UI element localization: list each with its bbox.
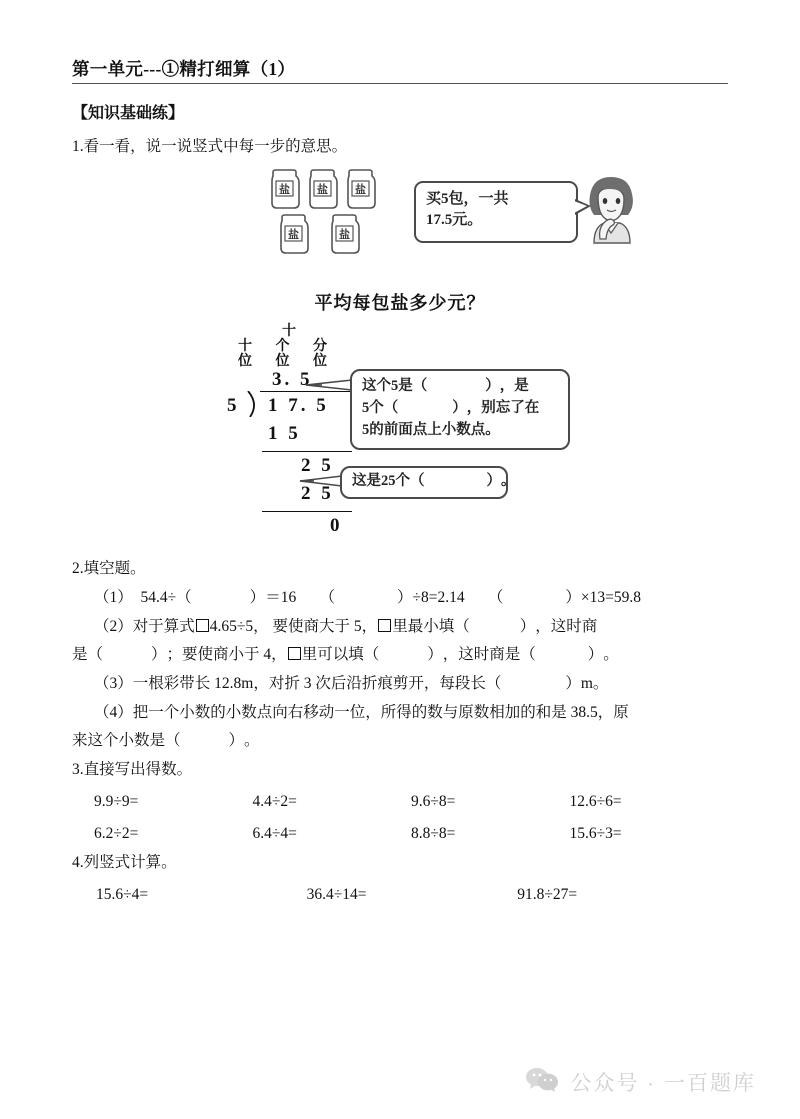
title-block <box>72 58 728 84</box>
callout-top-line-2: 5个 （ ） ，别忘了在 <box>362 398 560 420</box>
question-3-row-1 <box>72 787 728 817</box>
salt-bag-icon <box>268 169 301 210</box>
question-1-subprompt: 平均每包盐多少元？ <box>314 293 486 314</box>
salt-bag-row-top <box>268 169 388 210</box>
callout-box-bottom <box>340 466 516 499</box>
question-2-item-2-cont: 是 （ ） ；要使商小于 4， 里可以填 （ ） ，这时商是（ ） 。 <box>72 641 728 670</box>
place-value-bottom: 位 位 位 <box>238 353 337 369</box>
callout-bottom-line: 这是25个 （ ） 。 <box>352 471 498 493</box>
question-2-prompt: 2.填空题。 <box>72 560 146 578</box>
question-3-row-2 <box>72 819 728 849</box>
answer-blank[interactable] <box>486 670 581 699</box>
section-heading: 【知识基础练】 <box>72 104 185 122</box>
calc-item: 6.2÷2= <box>94 825 139 843</box>
question-2-item-3: （3）一根彩带长 12.8m，对折 3 次后沿折痕剪开，每段长 （ ） m。 <box>72 670 728 699</box>
place-value-top: 十 <box>282 324 296 340</box>
wechat-icon <box>525 1066 559 1097</box>
question-3-prompt: 3.直接写出得数。 <box>72 761 193 779</box>
long-division-figure <box>72 325 728 555</box>
salt-bag-icon <box>344 169 377 210</box>
title-divider <box>72 83 728 84</box>
blank-box-icon[interactable] <box>378 619 391 632</box>
answer-blank[interactable] <box>176 584 265 613</box>
speech-bubble-line-1: 买5包，一共 <box>426 191 509 208</box>
answer-blank[interactable] <box>319 584 412 613</box>
blank-box-icon[interactable] <box>288 647 301 660</box>
calc-item: 12.6÷6= <box>569 792 622 810</box>
callout-arrow-top-icon <box>300 379 352 391</box>
answer-blank[interactable] <box>413 376 500 398</box>
answer-blank[interactable] <box>364 641 443 670</box>
division-divisor: 5 <box>227 395 237 417</box>
calc-item: 9.9÷9= <box>94 792 139 810</box>
calc-item: 91.8÷27= <box>517 885 578 903</box>
blank-box-icon[interactable] <box>196 619 209 632</box>
salt-bag-icon <box>277 214 310 255</box>
salt-bag-row-bottom <box>268 214 388 255</box>
svg-text:盐: 盐 <box>288 229 299 242</box>
question-4-row <box>72 880 728 910</box>
svg-text:盐: 盐 <box>317 184 328 197</box>
speech-bubble <box>414 181 578 243</box>
boy-character-icon <box>580 173 642 252</box>
question-2-item-4-cont: 来这个小数是 （ ） 。 <box>72 727 728 756</box>
question-1-prompt: 1.看一看，说一说竖式中每一步的意思。 <box>72 137 348 155</box>
division-step-3: 2 5 <box>301 483 334 505</box>
svg-text:盐: 盐 <box>279 184 290 197</box>
division-bracket-icon <box>247 391 261 417</box>
speech-bubble-line-2: 17.5元。 <box>426 211 483 228</box>
svg-text:盐: 盐 <box>339 229 350 242</box>
salt-bag-icon <box>306 169 339 210</box>
calc-item: 15.6÷4= <box>96 885 149 903</box>
footer-text: 公众号 · 一百题库 <box>570 1071 756 1095</box>
answer-blank[interactable] <box>384 398 467 420</box>
svg-text:盐: 盐 <box>355 184 366 197</box>
question-4-prompt: 4.列竖式计算。 <box>72 854 177 872</box>
worksheet-content <box>72 58 728 910</box>
figure-salt-bags <box>72 169 728 287</box>
calc-item: 15.6÷3= <box>569 825 622 843</box>
question-2-item-2: （2）对于算式 4.65÷5， 要使商大于 5， 里最小填 （ ） ，这时商 <box>72 613 728 642</box>
division-quotient: 3. 5 <box>272 369 313 391</box>
calc-item: 8.8÷8= <box>411 825 456 843</box>
division-vinculum <box>260 391 352 392</box>
callout-box-top <box>350 369 570 449</box>
calc-item: 36.4÷14= <box>306 885 367 903</box>
answer-blank[interactable] <box>454 613 535 642</box>
salt-bag-icon <box>328 214 361 255</box>
question-2-item-4: （4）把一个小数的小数点向右移动一位，所得的数与原数相加的和是 38.5，原 <box>94 703 629 721</box>
calc-item: 4.4÷2= <box>252 792 297 810</box>
division-step-1: 1 5 <box>268 423 301 445</box>
question-2-item-1: （1） 54.4÷ （ ） ＝16 （ ） ÷8=2.14 （ ） ×13=59.8 <box>72 584 728 613</box>
answer-blank[interactable] <box>88 641 167 670</box>
calc-item: 9.6÷8= <box>411 792 456 810</box>
place-value-middle: 十 个 分 <box>238 339 337 355</box>
salt-bag-group <box>268 169 388 255</box>
division-remainder: 0 <box>330 515 340 537</box>
footer-watermark <box>525 1066 756 1097</box>
answer-blank[interactable] <box>520 641 603 670</box>
calc-item: 6.4÷4= <box>252 825 297 843</box>
answer-blank[interactable] <box>410 471 501 493</box>
division-step-2: 2 5 <box>301 455 334 477</box>
place-value-labels <box>232 325 337 369</box>
answer-blank[interactable] <box>488 584 581 613</box>
page-title: 第一单元---①精打细算（1） <box>72 59 296 79</box>
callout-arrow-bottom-icon <box>294 475 342 487</box>
callout-top-line-3: 5的前面点上小数点。 <box>362 421 500 438</box>
division-rule-2 <box>262 511 352 512</box>
division-rule-1 <box>262 451 352 452</box>
answer-blank[interactable] <box>165 727 244 756</box>
division-dividend: 1 7. 5 <box>268 395 329 417</box>
callout-top-line-1: 这个5是 （ ） ，是 <box>362 376 560 398</box>
